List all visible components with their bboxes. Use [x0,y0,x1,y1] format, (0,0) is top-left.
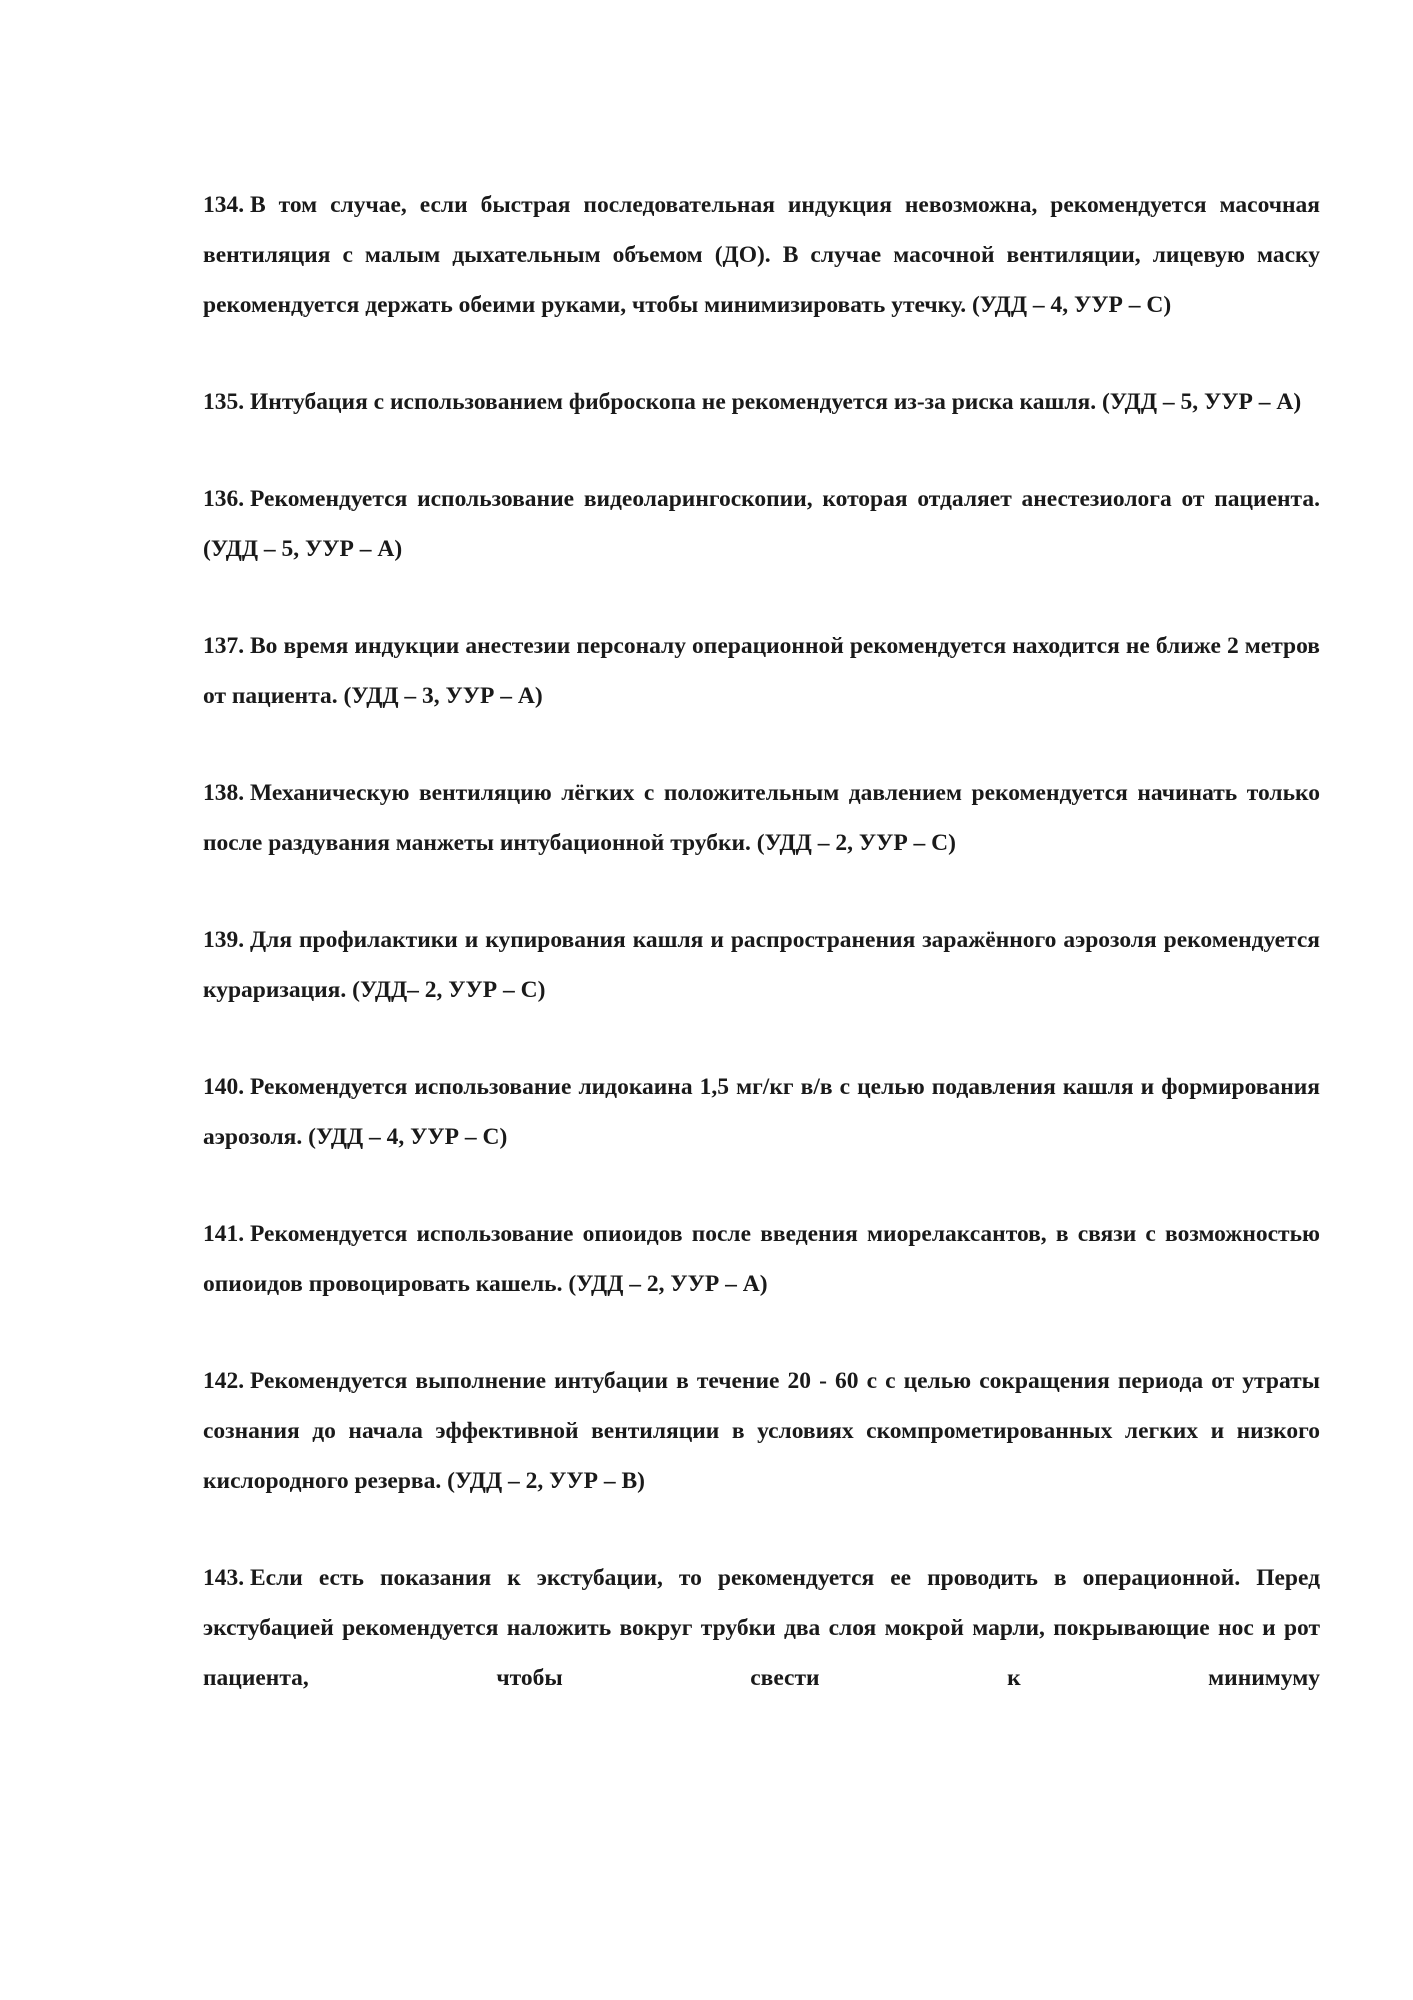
item-number: 141. [203,1221,245,1247]
item-number: 139. [203,927,245,953]
item-text: Для профилактики и купирования кашля и распространения заражённого аэрозоля рекомендуется кураризация. (УДД– 2, УУР – С) [203,927,1320,1003]
item-text: Рекомендуется выполнение интубации в течение 20 - 60 с с целью сокращения периода от утраты сознания до начала эффективной вентиляции в условиях скомпрометированных легких и низкого кислородного резерва. (УДД – 2, УУР – В) [203,1368,1320,1494]
item-number: 134. [203,192,245,218]
recommendation-136 [203,474,1320,574]
item-text: Рекомендуется использование видеоларингоскопии, которая отдаляет анестезиолога от пациента. (УДД – 5, УУР – А) [203,486,1320,562]
recommendation-140 [203,1062,1320,1162]
recommendation-142 [203,1356,1320,1506]
item-text: В том случае, если быстрая последовательная индукция невозможна, рекомендуется масочная вентиляция с малым дыхательным объемом (ДО). В случае масочной вентиляции, лицевую маску рекомендуется держать обеими руками, чтобы минимизировать утечку. (УДД – 4, УУР – С) [203,192,1320,318]
item-text: Рекомендуется использование опиоидов после введения миорелаксантов, в связи с возможностью опиоидов провоцировать кашель. (УДД – 2, УУР – А) [203,1221,1320,1297]
item-text: Рекомендуется использование лидокаина 1,5 мг/кг в/в с целью подавления кашля и формирования аэрозоля. (УДД – 4, УУР – С) [203,1074,1320,1150]
item-text: Интубация с использованием фиброскопа не рекомендуется из-за риска кашля. (УДД – 5, УУР – А) [250,389,1302,415]
recommendation-138 [203,768,1320,868]
item-number: 140. [203,1074,245,1100]
recommendation-143 [203,1553,1320,1703]
item-number: 136. [203,486,245,512]
recommendation-141 [203,1209,1320,1309]
item-number: 137. [203,633,245,659]
recommendation-134 [203,180,1320,330]
item-number: 142. [203,1368,245,1394]
item-text: Если есть показания к экстубации, то рекомендуется ее проводить в операционной. Перед экстубацией рекомендуется наложить вокруг трубки два слоя мокрой марли, покрывающие нос и рот пациента, чтобы свести к минимуму [203,1565,1320,1691]
item-number: 138. [203,780,245,806]
document-page [203,180,1320,1750]
item-number: 135. [203,389,245,415]
recommendation-137 [203,621,1320,721]
recommendation-139 [203,915,1320,1015]
item-text: Во время индукции анестезии персоналу операционной рекомендуется находится не ближе 2 метров от пациента. (УДД – 3, УУР – А) [203,633,1320,709]
recommendation-135 [203,377,1320,427]
item-text: Механическую вентиляцию лёгких с положительным давлением рекомендуется начинать только после раздувания манжеты интубационной трубки. (УДД – 2, УУР – С) [203,780,1320,856]
item-number: 143. [203,1565,245,1591]
